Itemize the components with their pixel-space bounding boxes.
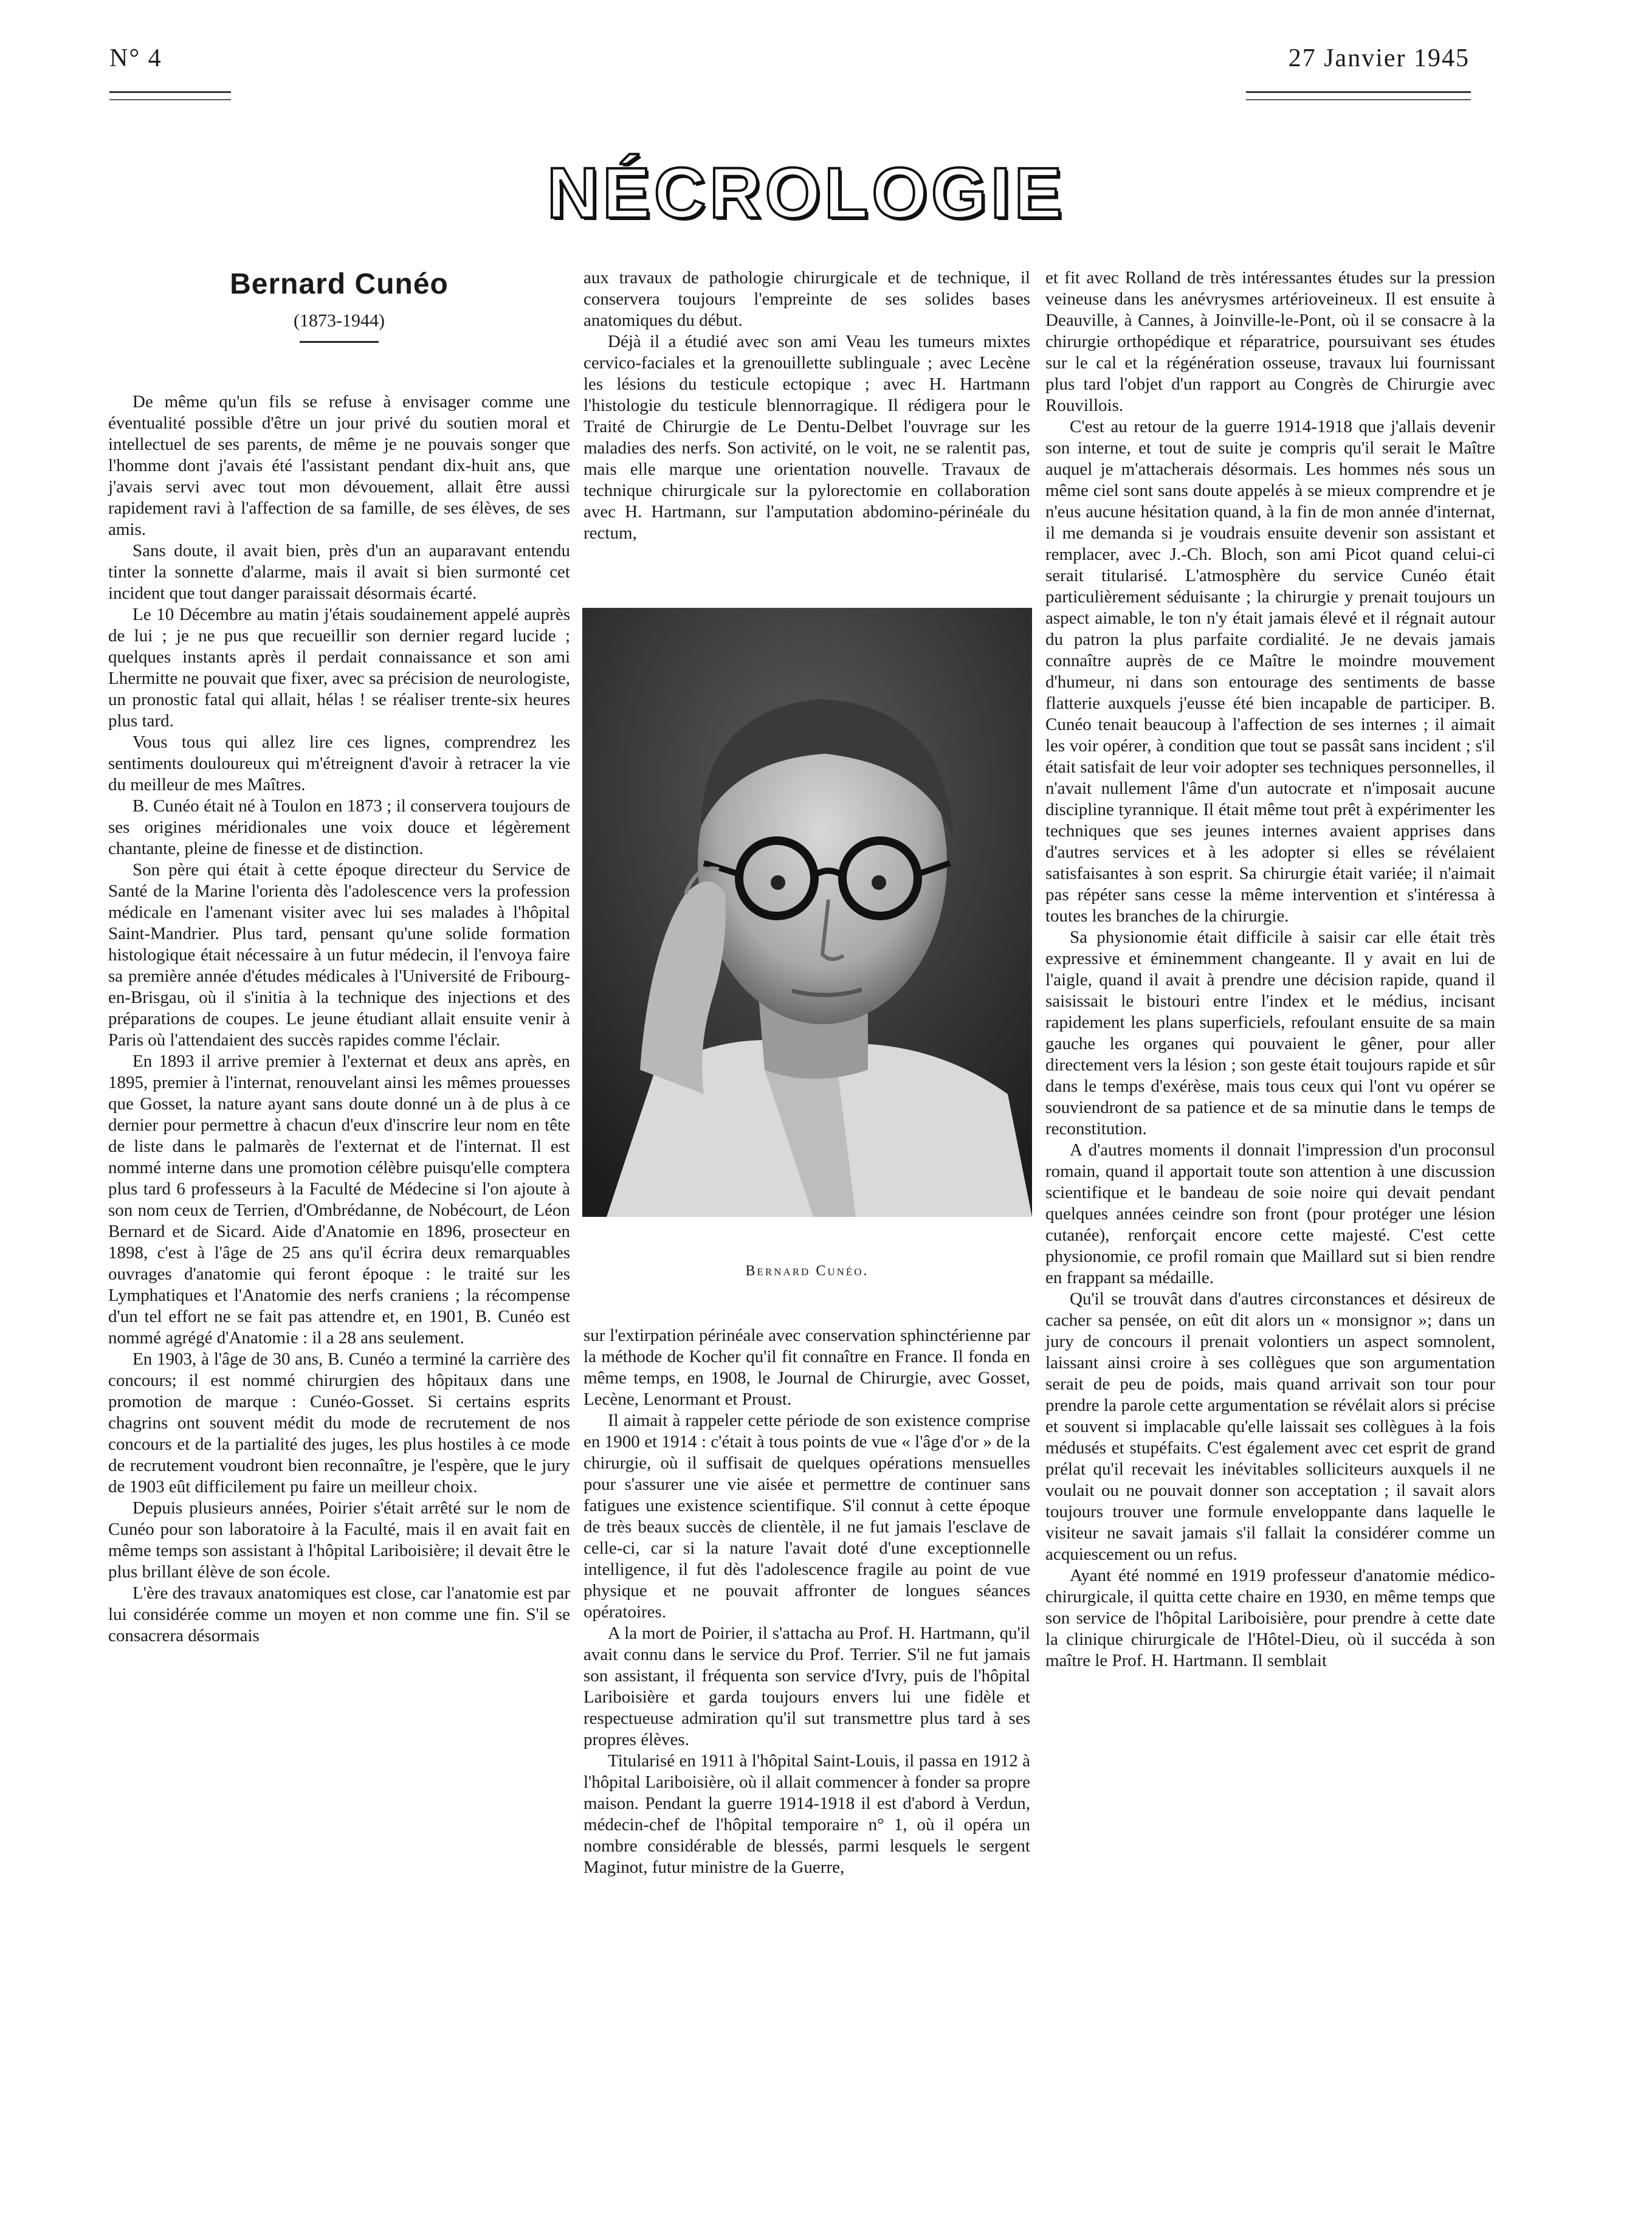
paragraph: L'ère des travaux anatomiques est close, car l'anatomie est par lui considérée comme un moyen et non comme une fin. S'il se consacrera désormais: [108, 1583, 570, 1645]
paragraph: Sa physionomie était difficile à saisir car elle était très expressive et éminemment changeante. Il y avait en lui de l'aigle, quand il avait à prendre une décision rapide, quand il saisissait le bistouri entre l'index et le médius, incisant rapidement les plans superficiels, refoulant ensuite de sa main gauche les organes qui pouvaient le gêner, pour aller directement vers la lésion ; son geste était toujours rapide et sûr dans le temps d'exérèse, mais tous ceux qui l'ont vu opérer se souviendront de sa patience et de sa minutie dans le temps de reconstitution.: [1045, 928, 1495, 1138]
paragraph: Sans doute, il avait bien, près d'un an auparavant entendu tinter la sonnette d'alarme, mais il avait si bien surmonté cet incident que tout danger paraissait désormais écarté.: [108, 541, 570, 603]
paragraph: B. Cunéo était né à Toulon en 1873 ; il conservera toujours de ses origines méridionales une voix douce et légèrement chantante, pleine de finesse et de distinction.: [108, 796, 570, 858]
column-2-bottom: [583, 1325, 1030, 1878]
portrait-photo: [582, 608, 1032, 1217]
article-dates: (1873-1944): [294, 311, 385, 331]
title-rule: [300, 341, 379, 343]
paragraph: C'est au retour de la guerre 1914-1918 que j'allais devenir son interne, et tout de suite je compris qu'il serait le Maître auquel je m'attacherais désormais. Les hommes nés sous un même ciel sont sans doute appelés à se mieux comprendre et je n'eus aucune hésitation quand, à la fin de mon année d'internat, il me demanda si je voudrais ensuite devenir son assistant et remplacer, avec J.-Ch. Bloch, son ami Picot quand celui-ci serait titularisé. L'atmosphère du service Cunéo était particulièrement séduisante ; la chirurgie y prenait toujours un aspect aimable, le ton n'y était jamais élevé et il régnait autour du patron la plus parfaite cordialité. Je ne devais jamais connaître auprès de ce Maître le moindre mouvement d'humeur, ni dans son entourage des sentiments de basse flatterie auxquels j'eusse été bien incapable de participer. B. Cunéo tenait beaucoup à l'affection de ses internes ; il aimait les voir opérer, à condition que tout se passât sans incident ; s'il était satisfait de leur voir adopter ses techniques personnelles, il n'avait nullement l'âme d'un autocrate et n'imposait aucune discipline tyrannique. Il était même tout prêt à expérimenter les techniques que ses jeunes internes avaient apprises dans d'autres services et à les adopter si elles se révélaient satisfaisantes à son esprit. Sa chirurgie était variée; il n'aimait pas répéter sans cesse la même intervention et s'intéressa à toutes les branches de la chirurgie.: [1045, 417, 1495, 926]
portrait-illustration: [582, 608, 1032, 1217]
paragraph: A la mort de Poirier, il s'attacha au Prof. H. Hartmann, qu'il avait connu dans le service du Prof. Terrier. S'il ne fut jamais son assistant, il fréquenta son service d'Ivry, puis de l'hôpital Lariboisière et garda toujours envers lui une fidèle et respectueuse admiration qu'il sut transmettre plus tard à ses propres élèves.: [583, 1624, 1030, 1749]
paragraph: De même qu'un fils se refuse à envisager comme une éventualité possible d'être un jour privé du soutien moral et intellectuel de ses parents, de même je ne pouvais songer que l'homme dont j'avais été l'assistant pendant dix-huit ans, que j'avais servi avec tout mon dévouement, allait être aussi rapidement ravi à l'affection de sa famille, de ses élèves, de ses amis.: [108, 392, 570, 539]
paragraph: et fit avec Rolland de très intéressantes études sur la pression veineuse dans les anévrysmes artérioveineux. Il est ensuite à Deauville, à Cannes, à Joinville-le-Pont, où il se consacre à la chirurgie orthopédique et réparatrice, poursuivant ses études sur le cal et la régénération osseuse, travaux lui fournissant plus tard l'objet d'un rapport au Congrès de Chirurgie avec Rouvillois.: [1045, 268, 1495, 415]
header-rule-right: [1246, 91, 1471, 100]
paragraph: Il aimait à rappeler cette période de son existence comprise en 1900 et 1914 : c'était à tous points de vue « l'âge d'or » de la chirurgie, où il suffisait de quelques opérations mensuelles pour s'assurer une vie aisée et permettre de continuer sans fatigues une existence scientifique. S'il connut à cette époque de très beaux succès de clientèle, il ne fut jamais l'esclave de celle-ci, car si la nature l'avait doté d'une exceptionnelle intelligence, il fut dès l'adolescence fragile au point de vue physique et ne pouvait affronter de longues séances opératoires.: [583, 1411, 1030, 1622]
column-2-top: [583, 267, 1030, 544]
paragraph: Son père qui était à cette époque directeur du Service de Santé de la Marine l'orienta dès l'adolescence vers la profession médicale en l'amenant visiter avec lui ses malades à l'hôpital Saint-Mandrier. Plus tard, pensant qu'une solide formation histologique était nécessaire à un futur médecin, il l'envoya faire sa première année d'études médicales à l'Université de Fribourg-en-Brisgau, où il s'initia à la technique des injections et des préparations de coupes. Le jeune étudiant allait ensuite venir à Paris où l'attendaient des succès rapides comme l'éclair.: [108, 860, 570, 1050]
header-rule-left: [109, 91, 231, 100]
paragraph: Vous tous qui allez lire ces lignes, comprendrez les sentiments douloureux qui m'étreignent d'avoir à retracer la vie du meilleur de mes Maîtres.: [108, 732, 570, 794]
paragraph: A d'autres moments il donnait l'impression d'un proconsul romain, quand il apportait toute son attention à une discussion scientifique et le bandeau de soie noire qui devait pendant quelques années ceindre son front (pour protéger une lésion cutanée), renforçait encore cette majesté. C'est cette physionomie, ce profil romain que Maillard sut si bien rendre en frappant sa médaille.: [1045, 1140, 1495, 1287]
paragraph: Titularisé en 1911 à l'hôpital Saint-Louis, il passa en 1912 à l'hôpital Lariboisière, où il allait commencer à fonder sa propre maison. Pendant la guerre 1914-1918 il est d'abord à Verdun, médecin-chef de l'hôpital temporaire n° 1, où il opéra un nombre considérable de blessés, parmi lesquels le sergent Maginot, futur ministre de la Guerre,: [583, 1751, 1030, 1877]
paragraph: aux travaux de pathologie chirurgicale et de technique, il conservera toujours l'empreinte de ses solides bases anatomiques du début.: [583, 268, 1030, 330]
paragraph: Le 10 Décembre au matin j'étais soudainement appelé auprès de lui ; je ne pus que recueillir son dernier regard lucide ; quelques instants après il perdait connaissance et son ami Lhermitte ne pouvait que fixer, avec sa précision de neurologiste, un pronostic fatal qui allait, hélas ! se réaliser trente-six heures plus tard.: [108, 605, 570, 731]
paragraph: Ayant été nommé en 1919 professeur d'anatomie médico-chirurgicale, il quitta cette chaire en 1930, en même temps que son service de l'hôpital Lariboisière, pour prendre à cette date la clinique chirurgicale de l'Hôtel-Dieu, où il succéda à son maître le Prof. H. Hartmann. Il semblait: [1045, 1566, 1495, 1670]
section-title: NÉCROLOGIE: [547, 153, 1066, 233]
paragraph: En 1893 il arrive premier à l'externat et deux ans après, en 1895, premier à l'internat, renouvelant ainsi les mêmes prouesses que Gosset, la nature ayant sans doute donné un à de plus à ce dernier pour permettre à chacun d'eux d'inscrire leur nom en tête de liste dans le palmarès de l'externat et de l'internat. Il est nommé interne dans une promotion célèbre puisqu'elle comptera plus tard 6 professeurs à la Faculté de Médecine si l'on ajoute à son nom ceux de Terrien, d'Ombrédanne, de Nobécourt, de Léon Bernard et de Sicard. Aide d'Anatomie en 1896, prosecteur en 1898, c'est à l'âge de 25 ans qu'il écrira deux remarquables ouvrages d'anatomie qui feront époque : le traité sur les Lymphatiques et l'Anatomie des nerfs craniens ; la récompense d'un tel effort ne se fait pas attendre et, en 1901, B. Cunéo est nommé agrégé d'Anatomie : il a 28 ans seulement.: [108, 1052, 570, 1348]
paragraph: Qu'il se trouvât dans d'autres circonstances et désireux de cacher sa pensée, on eût dit alors un « monsignor »; dans un jury de concours il prenait volontiers un aspect somnolent, laissant ainsi croire à ses collègues que son argumentation serait de peu de poids, mais quand arrivait son tour pour prendre la parole cette argumentation se révélait alors si précise et souvent si implacable qu'elle laissait ses collègues à la fois médusés et stupéfaits. C'est également avec cet esprit de grand prélat qu'il recevait les inévitables solliciteurs auxquels il ne voulait ou ne pouvait donner son acceptation ; il savait alors toujours trouver une formule enveloppante dans laquelle le visiteur ne savait jamais s'il fallait la considérer comme un acquiescement ou un refus.: [1045, 1289, 1495, 1564]
paragraph: sur l'extirpation périnéale avec conservation sphinctérienne par la méthode de Kocher qu'il fit connaître en France. Il fonda en même temps, en 1908, le Journal de Chirurgie, avec Gosset, Lecène, Lenormant et Proust.: [583, 1326, 1030, 1409]
paragraph: En 1903, à l'âge de 30 ans, B. Cunéo a terminé la carrière des concours; il est nommé chirurgien des hôpitaux dans une promotion de marque : Cunéo-Gosset. Si certains esprits chagrins ont souvent médit du mode de recrutement de nos concours et de la partialité des juges, les plus hostiles à ce mode de recrutement voudront bien reconnaître, je l'espère, que le jury de 1903 eût difficilement pu faire un meilleur choix.: [108, 1349, 570, 1496]
issue-date: 27 Janvier 1945: [1288, 44, 1470, 72]
paragraph: Déjà il a étudié avec son ami Veau les tumeurs mixtes cervico-faciales et la grenouillette sublinguale ; avec Lecène les lésions du testicule ectopique ; avec H. Hartmann l'histologie du testicule blennorragique. Il rédigera pour le Traité de Chirurgie de Le Dentu-Delbet l'ouvrage sur les maladies des nerfs. Son activité, on le voit, ne se ralentit pas, mais elle marque une orientation nouvelle. Travaux de technique chirurgicale sur la pylorectomie en collaboration avec H. Hartmann, sur l'amputation abdomino-périnéale du rectum,: [583, 332, 1030, 543]
column-1: [108, 267, 570, 1647]
article-title: Bernard Cunéo: [230, 268, 449, 300]
photo-caption: Bernard Cunéo.: [745, 1263, 869, 1279]
issue-number: N° 4: [109, 44, 162, 72]
column-3: [1045, 267, 1495, 1672]
paragraph: Depuis plusieurs années, Poirier s'était arrêté sur le nom de Cunéo pour son laboratoire à la Faculté, mais il en avait fait en même temps son assistant à l'hôpital Lariboisière; il devait être le plus brillant élève de son école.: [108, 1498, 570, 1582]
